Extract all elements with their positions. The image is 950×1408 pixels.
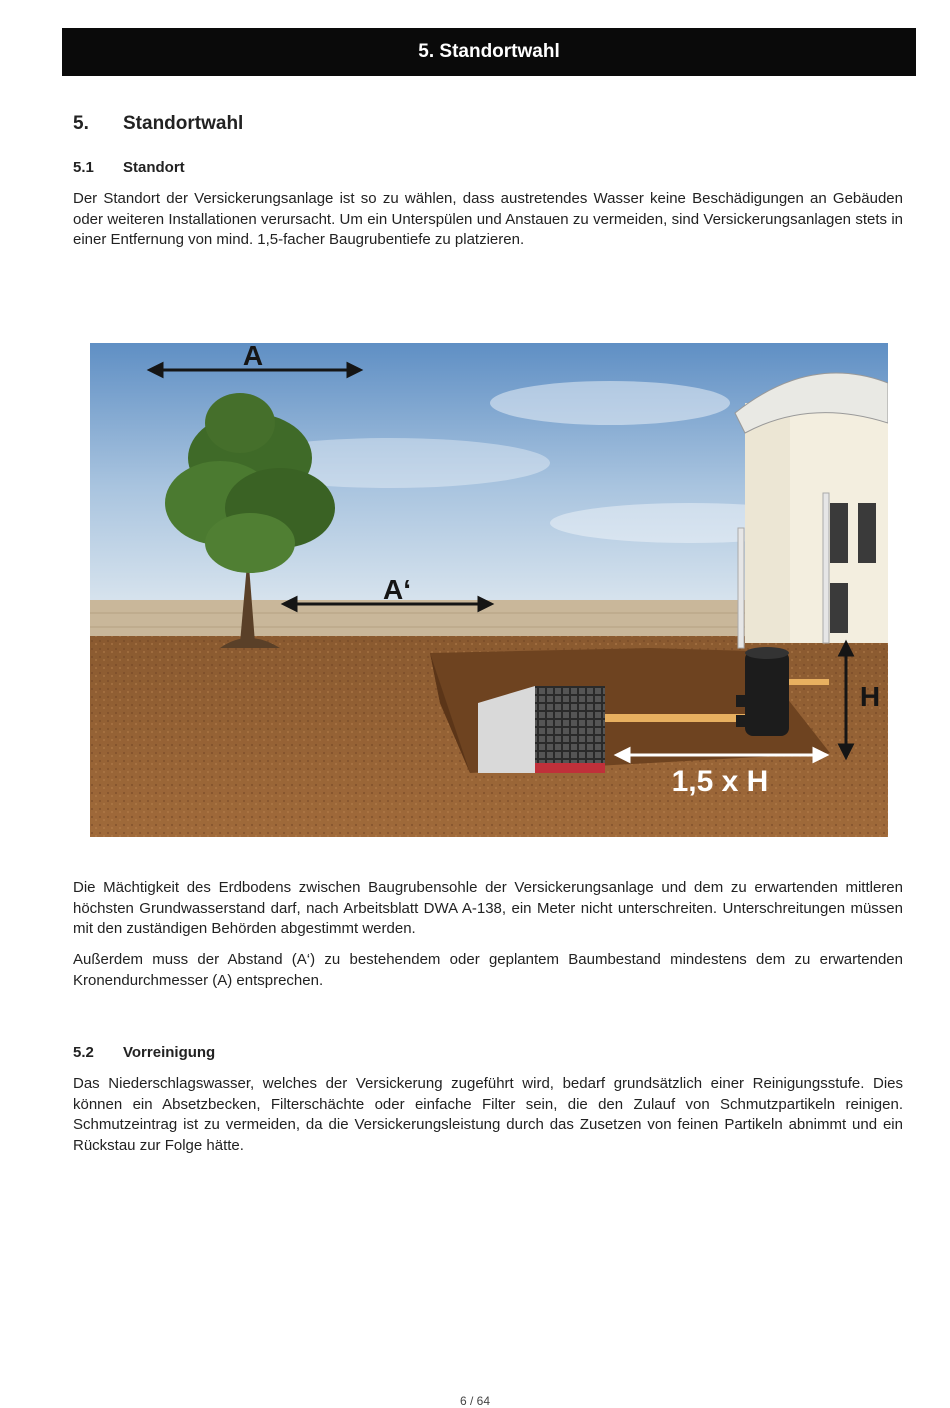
fence <box>90 600 750 640</box>
subsection-number: 5.1 <box>73 159 94 176</box>
label-h: H <box>859 681 881 712</box>
standort-paragraph: Der Standort der Versickerungsanlage ist so zu wählen, dass austretendes Wasser keine Beschädigungen an Gebäuden oder weiteren Installationen verursacht. Um ein Unterspülen und Anstauen zu vermeiden, sind Versickerungsanlagen stets in einer Entfernung von mind. 1,5-facher Baugrubentiefe zu platzieren. <box>73 190 903 248</box>
subsection-heading-vorreinigung <box>73 1044 215 1061</box>
subsection-title: Standort <box>123 159 185 176</box>
soil-paragraph: Die Mächtigkeit des Erdbodens zwischen Baugrubensohle der Versickerungsanlage und dem zu erwartenden mittleren höchsten Grundwasserstand darf, nach Arbeitsblatt DWA A-138, ein Meter nicht unterschreiten. Unterschreitungen müssen mit den zuständigen Behörden abgestimmt werden. <box>73 879 903 937</box>
section-number: 5. <box>73 113 89 134</box>
page-number: 6 / 64 <box>459 1394 491 1408</box>
section-title: Standortwahl <box>123 113 244 134</box>
connection-pipe <box>605 714 745 722</box>
tree-distance-paragraph: Außerdem muss der Abstand (A‘) zu bestehendem oder geplantem Baumbestand mindestens dem zu erwartenden Kronendurchmesser (A) entsprechen. <box>73 951 903 989</box>
site-diagram-figure <box>90 343 888 837</box>
vorreinigung-paragraph: Das Niederschlagswasser, welches der Versickerung zugeführt wird, bedarf grundsätzlich einer Reinigungsstufe. Dies können ein Absetzbecken, Filterschächte oder einfache Filter sein, die den Zulauf von Schmutzpartikeln reinigen. Schmutzeintrag ist zu vermeiden, da die Versickerungsleistung durch das Zusetzen von feinen Partikeln abnimmt und ein Rückstau zur Folge hätte. <box>73 1075 903 1154</box>
subsection-number: 5.2 <box>73 1044 94 1061</box>
subsection-title: Vorreinigung <box>123 1044 216 1061</box>
label-distance: 1,5 x H <box>671 765 769 798</box>
page-header-bar <box>62 28 916 76</box>
label-a: A <box>242 343 264 371</box>
label-a-prime: A‘ <box>383 574 411 605</box>
filter-shaft <box>745 651 789 736</box>
section-heading <box>73 113 243 135</box>
subsection-heading-standort <box>73 159 185 176</box>
header-title: 5. Standortwahl <box>418 41 560 62</box>
